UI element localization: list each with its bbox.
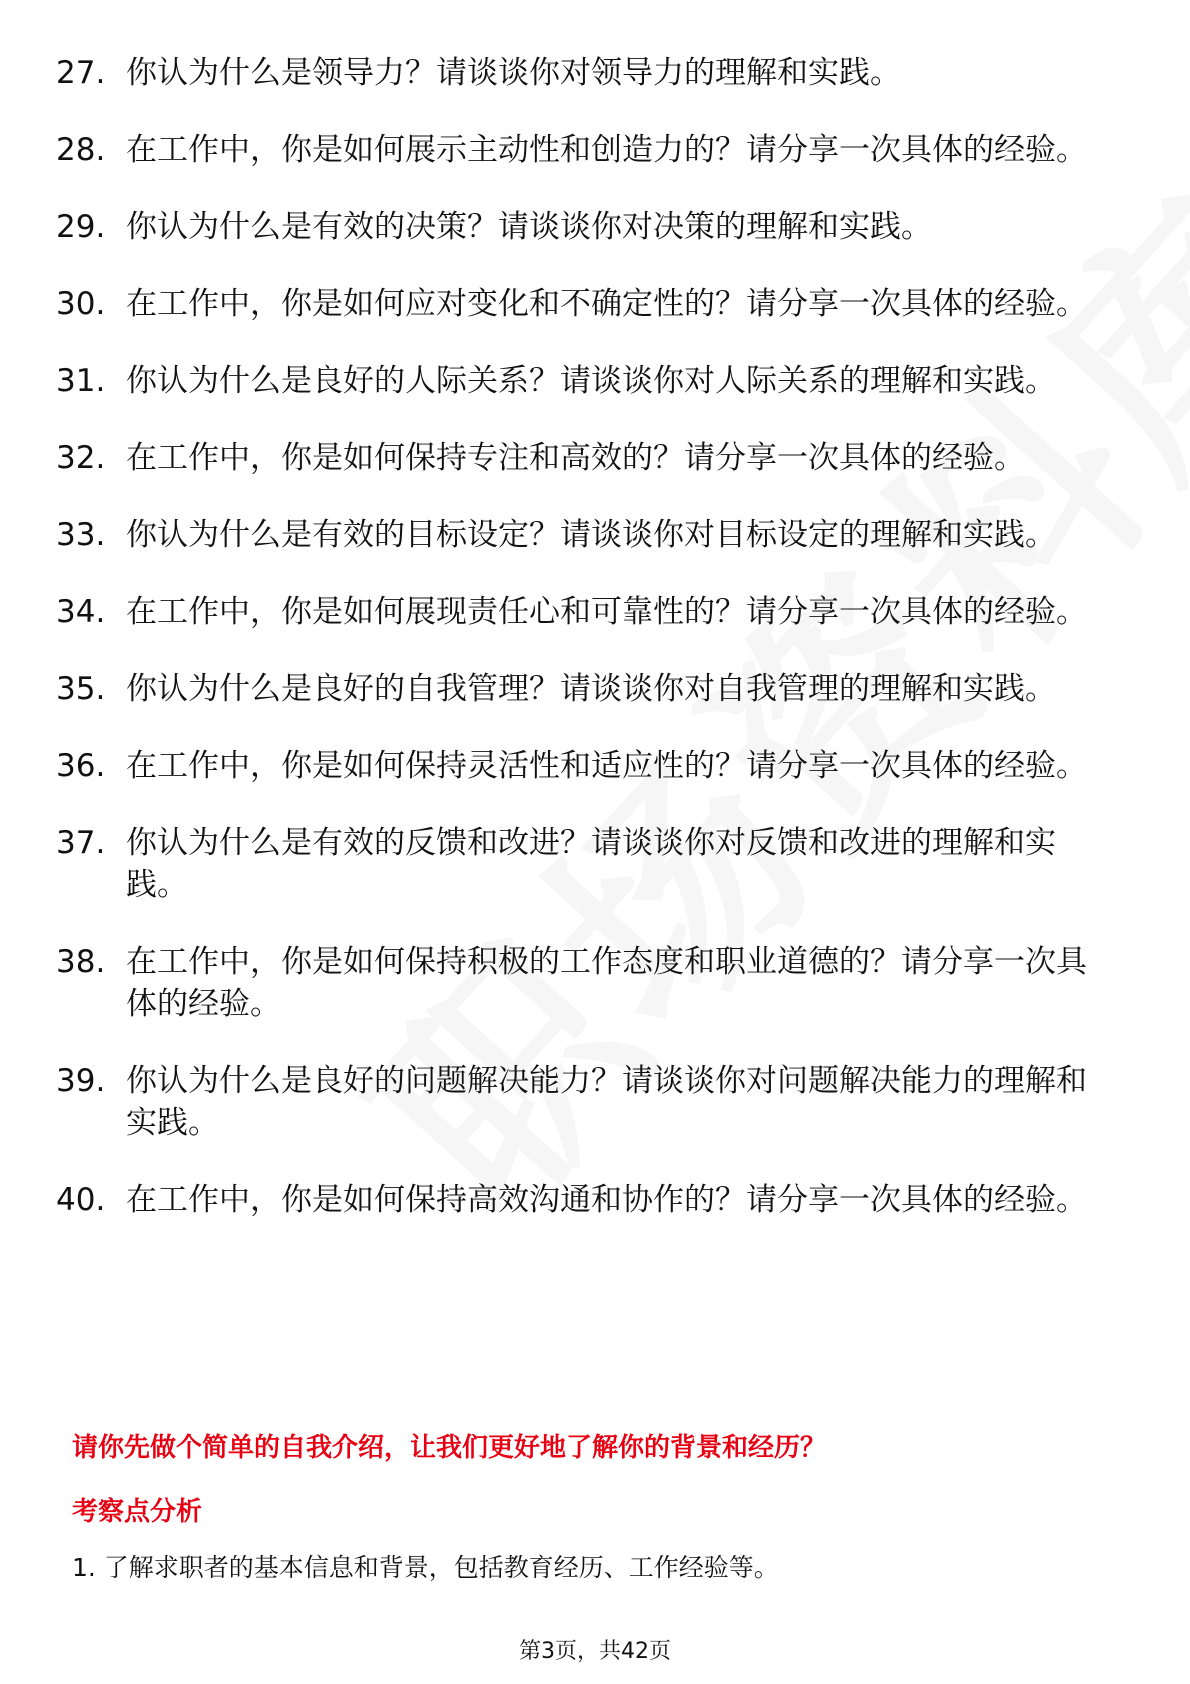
question-number: 31. [56,363,106,399]
question-text: 在工作中，你是如何保持专注和高效的？请分享一次具体的经验。 [126,440,1025,476]
question-text: 你认为什么是有效的反馈和改进？请谈谈你对反馈和改进的理解和实践。 [126,825,1056,903]
list-item [0,668,1190,710]
list-item [0,360,1190,402]
question-text: 你认为什么是良好的自我管理？请谈谈你对自我管理的理解和实践。 [126,671,1056,707]
question-number: 33. [56,517,106,553]
list-item [0,1060,1190,1144]
list-item [0,206,1190,248]
list-item [0,1179,1190,1221]
list-item [0,514,1190,556]
question-number: 36. [56,748,106,784]
list-item [0,52,1190,94]
list-item [0,283,1190,325]
question-text: 在工作中，你是如何保持灵活性和适应性的？请分享一次具体的经验。 [126,748,1087,784]
list-item [0,822,1190,906]
interview-question-heading: 请你先做个简单的自我介绍，让我们更好地了解你的背景和经历？ [72,1433,827,1463]
list-item [0,941,1190,1025]
question-number: 30. [56,286,106,322]
analysis-item: 1. 了解求职者的基本信息和背景，包括教育经历、工作经验等。 [72,1553,779,1582]
question-text: 在工作中，你是如何展现责任心和可靠性的？请分享一次具体的经验。 [126,594,1087,630]
question-number: 35. [56,671,106,707]
question-text: 你认为什么是有效的目标设定？请谈谈你对目标设定的理解和实践。 [126,517,1056,553]
question-number: 38. [56,944,106,980]
question-number: 37. [56,825,106,861]
question-number: 28. [56,132,106,168]
question-text: 在工作中，你是如何展示主动性和创造力的？请分享一次具体的经验。 [126,132,1087,168]
question-number: 39. [56,1063,106,1099]
question-text: 在工作中，你是如何应对变化和不确定性的？请分享一次具体的经验。 [126,286,1087,322]
question-number: 40. [56,1182,106,1218]
page-number: 第3页，共42页 [519,1639,671,1664]
question-text: 在工作中，你是如何保持高效沟通和协作的？请分享一次具体的经验。 [126,1182,1087,1218]
list-item [0,745,1190,787]
question-number: 34. [56,594,106,630]
question-number: 29. [56,209,106,245]
question-number: 27. [56,55,106,91]
question-text: 在工作中，你是如何保持积极的工作态度和职业道德的？请分享一次具体的经验。 [126,944,1087,1022]
analysis-title: 考察点分析 [72,1497,203,1527]
list-item [0,591,1190,633]
question-text: 你认为什么是良好的问题解决能力？请谈谈你对问题解决能力的理解和实践。 [126,1063,1087,1141]
question-text: 你认为什么是领导力？请谈谈你对领导力的理解和实践。 [126,55,901,91]
list-item [0,129,1190,171]
question-text: 你认为什么是良好的人际关系？请谈谈你对人际关系的理解和实践。 [126,363,1056,399]
question-list [0,52,1190,1256]
list-item [0,437,1190,479]
question-number: 32. [56,440,106,476]
question-text: 你认为什么是有效的决策？请谈谈你对决策的理解和实践。 [126,209,932,245]
